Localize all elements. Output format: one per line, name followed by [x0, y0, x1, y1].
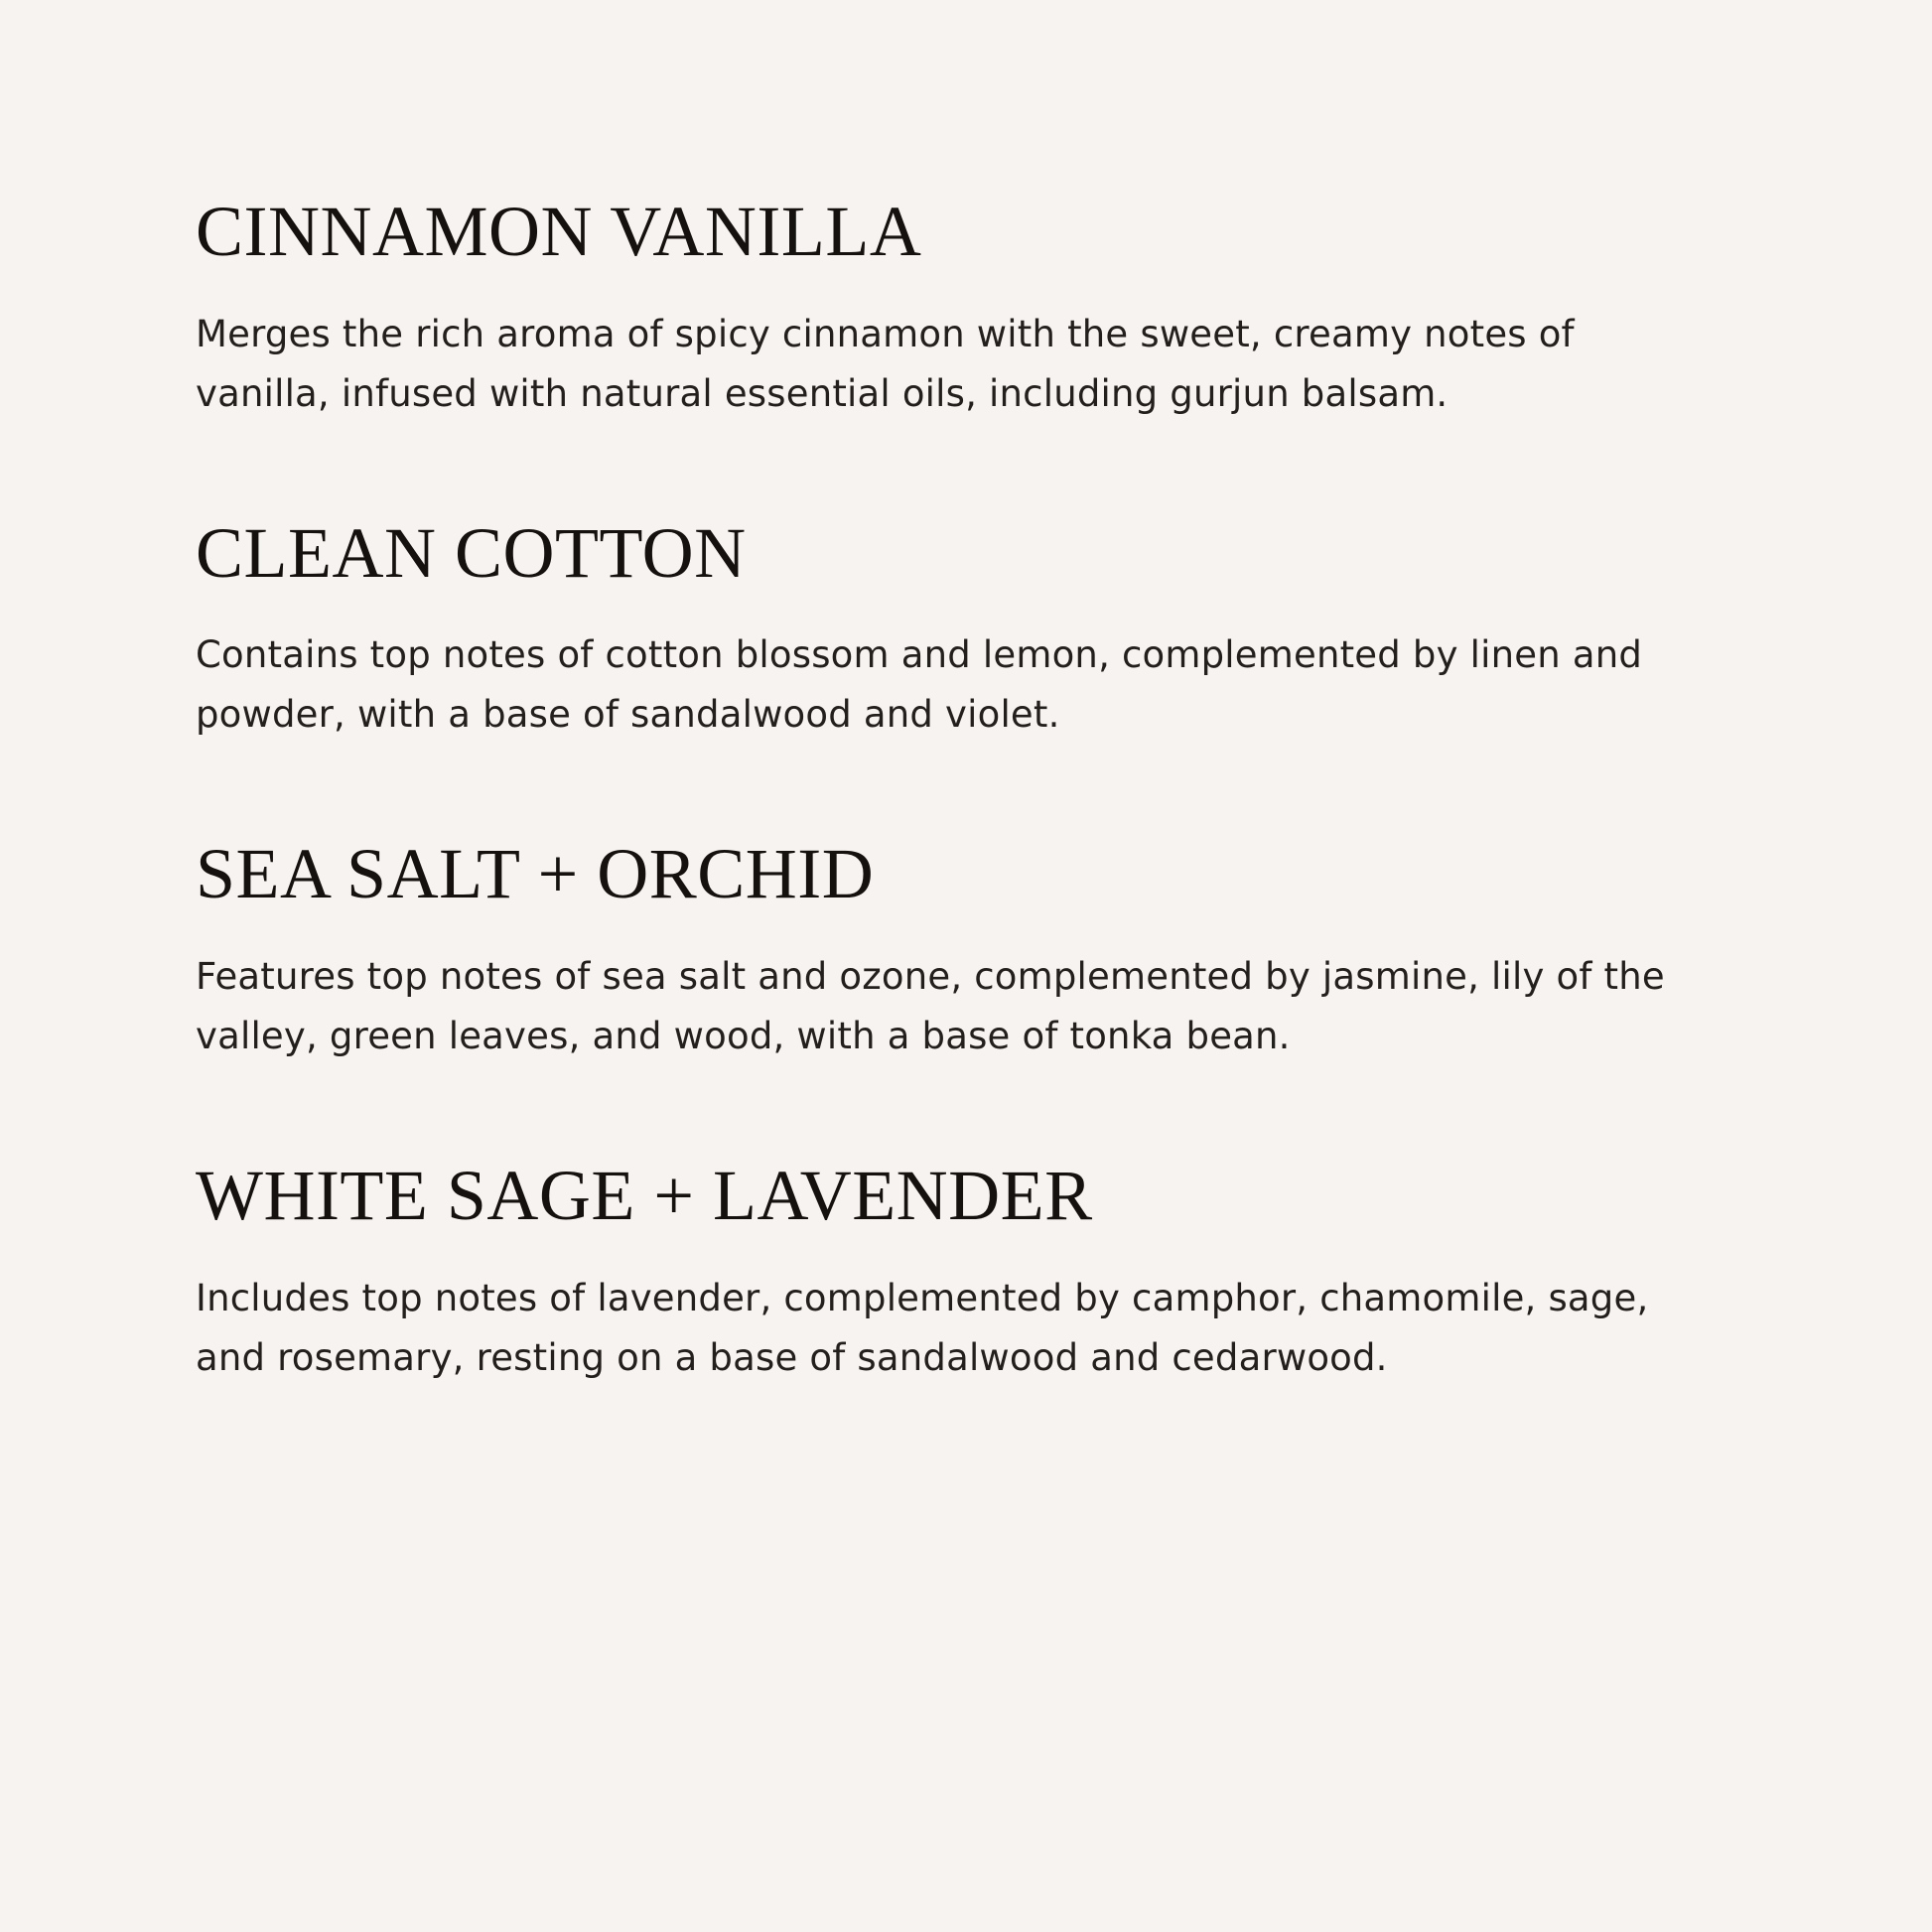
scent-block-cinnamon-vanilla — [196, 194, 1763, 424]
scent-description: Merges the rich aroma of spicy cinnamon with the sweet, creamy notes of vanilla, infused with natural essential oils, including gurjun balsam. — [196, 312, 1575, 415]
scent-title: SEA SALT + ORCHID — [196, 834, 875, 914]
scent-title: CINNAMON VANILLA — [196, 192, 922, 271]
scent-title: WHITE SAGE + LAVENDER — [196, 1155, 1093, 1235]
scent-description: Features top notes of sea salt and ozone, complemented by jasmine, lily of the valley, green leaves, and wood, with a base of tonka bean. — [196, 955, 1665, 1057]
scent-description: Contains top notes of cotton blossom and lemon, complemented by linen and powder, with a base of sandalwood and violet. — [196, 633, 1643, 737]
scent-block-clean-cotton — [196, 512, 1763, 746]
scent-title: CLEAN COTTON — [196, 512, 747, 593]
scent-block-white-sage-lavender — [196, 1155, 1763, 1388]
scent-description: Includes top notes of lavender, complemented by camphor, chamomile, sage, and rosemary, resting on a base of sandalwood and cedarwood. — [196, 1276, 1649, 1379]
scent-block-sea-salt-orchid — [196, 836, 1763, 1066]
